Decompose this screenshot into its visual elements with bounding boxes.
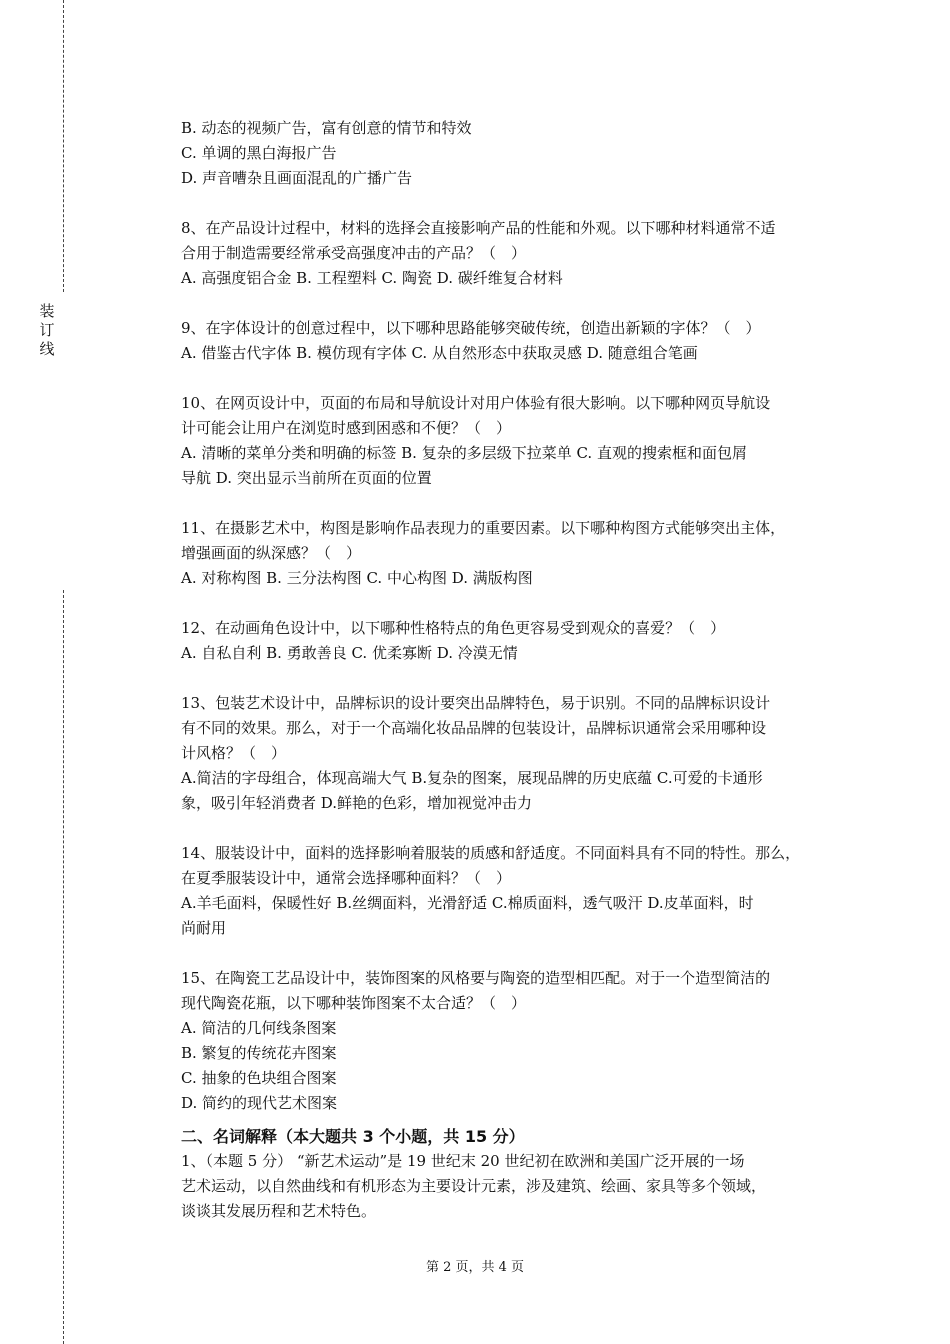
option-line: D. 简约的现代艺术图案 [181, 1094, 338, 1112]
question-options: A.简洁的字母组合，体现高端大气 B.复杂的图案，展现品牌的历史底蕴 C.可爱的卡通形 [181, 769, 763, 787]
question-text: 1、（本题 5 分） “新艺术运动”是 19 世纪末 20 世纪初在欧洲和美国广泛开展的一场 [181, 1152, 745, 1170]
option-line: D. 声音嘈杂且画面混乱的广播广告 [181, 169, 413, 187]
question-text: 增强画面的纵深感？（ ） [181, 544, 362, 562]
question-text: 合用于制造需要经常承受高强度冲击的产品？（ ） [181, 244, 527, 262]
question-text: 8、在产品设计过程中，材料的选择会直接影响产品的性能和外观。以下哪种材料通常不适 [181, 219, 776, 237]
binding-line-bottom [63, 590, 64, 1344]
question-text: 14、服装设计中，面料的选择影响着服装的质感和舒适度。不同面料具有不同的特性。那么， [181, 844, 801, 862]
question-text: 有不同的效果。那么，对于一个高端化妆品品牌的包装设计，品牌标识通常会采用哪种设 [181, 719, 767, 737]
question-text: 谈谈其发展历程和艺术特色。 [181, 1202, 377, 1220]
question-7-options [181, 116, 851, 191]
question-options: A.羊毛面料，保暖性好 B.丝绸面料，光滑舒适 C.棉质面料，透气吸汗 D.皮革面料，时 [181, 894, 754, 912]
question-9 [181, 316, 851, 366]
question-14 [181, 841, 851, 941]
question-text: 12、在动画角色设计中，以下哪种性格特点的角色更容易受到观众的喜爱？（ ） [181, 619, 726, 637]
question-15 [181, 966, 851, 1116]
question-text: 10、在网页设计中，页面的布局和导航设计对用户体验有很大影响。以下哪种网页导航设 [181, 394, 771, 412]
option-line: B. 动态的视频广告，富有创意的情节和特效 [181, 119, 472, 137]
question-text: 计可能会让用户在浏览时感到困惑和不便？（ ） [181, 419, 512, 437]
page-number: 第 2 页，共 4 页 [425, 1260, 525, 1275]
section-heading: 二、名词解释（本大题共 3 个小题，共 15 分） [181, 1127, 525, 1146]
question-12 [181, 616, 851, 666]
option-line: C. 单调的黑白海报广告 [181, 144, 337, 162]
option-line: A. 简洁的几何线条图案 [181, 1019, 337, 1037]
option-line: B. 繁复的传统花卉图案 [181, 1044, 337, 1062]
question-options: A. 清晰的菜单分类和明确的标签 B. 复杂的多层级下拉菜单 C. 直观的搜索框和面包屑 [181, 444, 747, 462]
option-line: C. 抽象的色块组合图案 [181, 1069, 337, 1087]
question-options: A. 自私自利 B. 勇敢善良 C. 优柔寡断 D. 冷漠无情 [181, 644, 518, 662]
binding-line-top [63, 0, 64, 292]
question-13 [181, 691, 851, 816]
question-text: 计风格？（ ） [181, 744, 287, 762]
question-options: 导航 D. 突出显示当前所在页面的位置 [181, 469, 432, 487]
question-8 [181, 216, 851, 291]
exam-content [181, 116, 851, 1224]
question-text: 9、在字体设计的创意过程中，以下哪种思路能够突破传统，创造出新颖的字体？（ ） [181, 319, 761, 337]
question-options: 尚耐用 [181, 919, 227, 937]
question-options: A. 高强度铝合金 B. 工程塑料 C. 陶瓷 D. 碳纤维复合材料 [181, 269, 563, 287]
question-text: 15、在陶瓷工艺品设计中，装饰图案的风格要与陶瓷的造型相匹配。对于一个造型简洁的 [181, 969, 771, 987]
question-text: 艺术运动，以自然曲线和有机形态为主要设计元素，涉及建筑、绘画、家具等多个领域， [181, 1177, 767, 1195]
question-options: A. 借鉴古代字体 B. 模仿现有字体 C. 从自然形态中获取灵感 D. 随意组合笔画 [181, 344, 698, 362]
question-text: 13、包装艺术设计中，品牌标识的设计要突出品牌特色，易于识别。不同的品牌标识设计 [181, 694, 771, 712]
question-10 [181, 391, 851, 491]
question-11 [181, 516, 851, 591]
question-text: 在夏季服装设计中，通常会选择哪种面料？（ ） [181, 869, 512, 887]
question-options: A. 对称构图 B. 三分法构图 C. 中心构图 D. 满版构图 [181, 569, 533, 587]
question-text: 现代陶瓷花瓶，以下哪种装饰图案不太合适？（ ） [181, 994, 527, 1012]
question-text: 11、在摄影艺术中，构图是影响作品表现力的重要因素。以下哪种构图方式能够突出主体， [181, 519, 786, 537]
term-question-1 [181, 1149, 851, 1224]
question-options: 象，吸引年轻消费者 D.鲜艳的色彩，增加视觉冲击力 [181, 794, 533, 812]
binding-label: 装订线 [39, 302, 55, 358]
